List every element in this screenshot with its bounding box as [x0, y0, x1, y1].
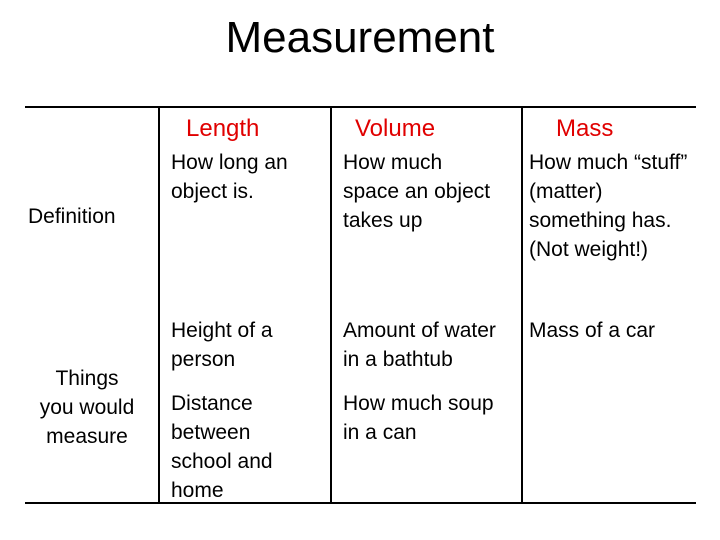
column-header-volume: Volume	[355, 115, 436, 142]
cell-paragraph: How much space an object takes up	[343, 151, 491, 232]
cell-definition-length	[171, 148, 321, 206]
cell-paragraph: Amount of water in a bathtub	[343, 319, 496, 371]
cell-examples-mass	[529, 316, 699, 345]
cell-paragraph: Height of a person	[171, 319, 273, 371]
cell-paragraph: How long an object is.	[171, 151, 288, 203]
column-header-length: Length	[186, 115, 260, 142]
cell-paragraph: Mass of a car	[529, 319, 656, 342]
row-label-line: you would	[39, 396, 135, 419]
cell-definition-mass	[529, 148, 699, 264]
cell-paragraph: How much soup in a can	[343, 392, 494, 444]
column-divider-1	[158, 108, 160, 502]
column-divider-3	[521, 108, 523, 502]
slide-title: Measurement	[225, 13, 495, 62]
cell-definition-volume	[343, 148, 503, 235]
cell-paragraph: Distance between school and home	[171, 392, 273, 502]
column-divider-2	[330, 108, 332, 502]
cell-paragraph: How much “stuff” (matter) something has. (Not weight!)	[529, 151, 688, 261]
row-label-definition	[28, 202, 148, 231]
row-label-line: Things	[55, 367, 119, 390]
table-bottom-rule	[25, 502, 696, 504]
row-label-things-you-would-measure	[22, 364, 152, 451]
column-header-mass: Mass	[556, 115, 614, 142]
row-label-line: Definition	[28, 205, 116, 228]
cell-examples-volume	[343, 316, 503, 447]
cell-examples-length	[171, 316, 301, 505]
table-top-rule	[25, 106, 696, 108]
row-label-line: measure	[46, 425, 128, 448]
